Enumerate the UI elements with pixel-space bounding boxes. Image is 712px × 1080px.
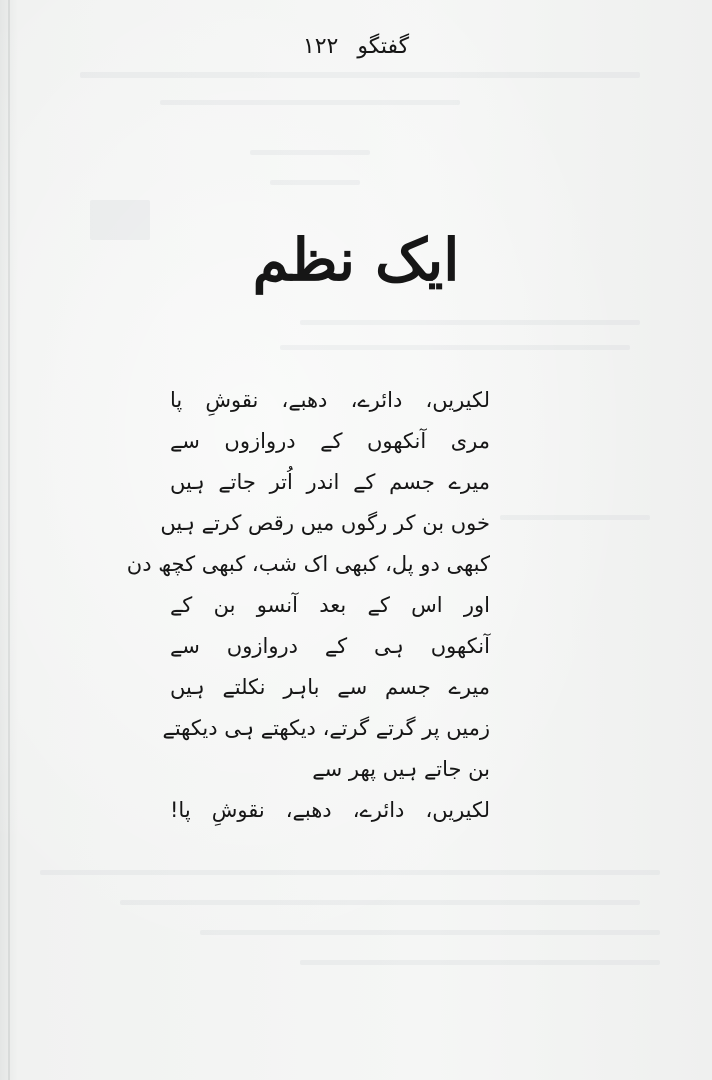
- show-through-mark: [200, 930, 660, 935]
- poem-line: لکیریں، دائرے، دھبے، نقوشِ پا!: [170, 798, 490, 822]
- show-through-mark: [300, 960, 660, 965]
- poem-title: ایک نظم: [252, 226, 460, 294]
- poem-line: لکیریں، دائرے، دھبے، نقوشِ پا: [170, 388, 490, 412]
- poem-line: اور اس کے بعد آنسو بن کے: [170, 593, 490, 617]
- poem-line: آنکھوں ہی کے دروازوں سے: [170, 634, 490, 658]
- show-through-mark: [280, 345, 630, 350]
- poem-line: مری آنکھوں کے دروازوں سے: [170, 429, 490, 453]
- page-header: [0, 34, 712, 59]
- poem-line: بن جاتے ہیں پھر سے: [312, 757, 490, 781]
- show-through-mark: [80, 72, 640, 78]
- show-through-mark: [250, 150, 370, 155]
- poem-line: میرے جسم سے باہر نکلتے ہیں: [170, 675, 490, 699]
- page-gutter-shadow: [8, 0, 10, 1080]
- book-title: گفتگو: [357, 34, 410, 59]
- show-through-mark: [120, 900, 640, 905]
- show-through-mark: [270, 180, 360, 185]
- show-through-mark: [160, 100, 460, 105]
- poem-body: [126, 380, 490, 831]
- show-through-mark: [40, 870, 660, 875]
- show-through-mark: [500, 515, 650, 520]
- poem-line: میرے جسم کے اندر اُتر جاتے ہیں: [170, 470, 490, 494]
- poem-line: خوں بن کر رگوں میں رقص کرتے ہیں: [160, 511, 490, 535]
- poem-line: زمیں پر گرتے گرتے، دیکھتے ہی دیکھتے: [162, 716, 490, 740]
- page-number: ۱۲۲: [302, 34, 339, 59]
- show-through-mark: [300, 320, 640, 325]
- poem-line: کبھی دو پل، کبھی اک شب، کبھی کچھ دن: [126, 552, 490, 576]
